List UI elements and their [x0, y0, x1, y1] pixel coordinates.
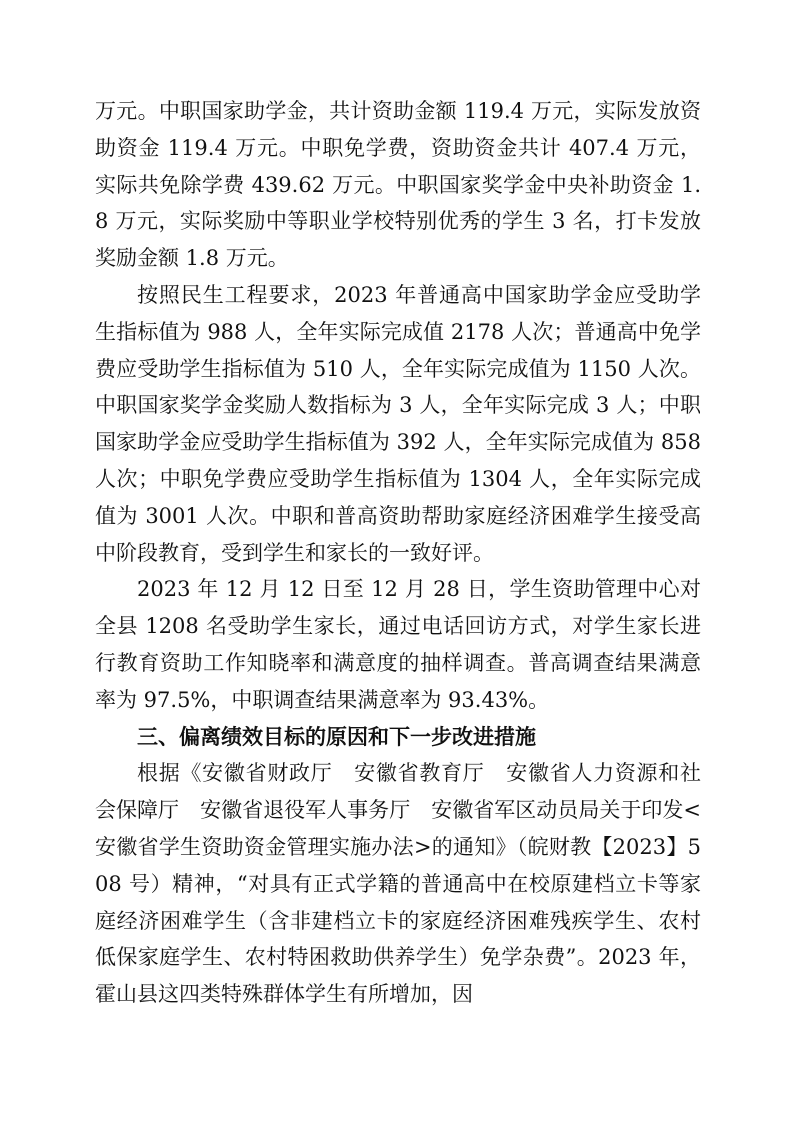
paragraph-livelihood-targets: 按照民生工程要求，2023 年普通高中国家助学金应受助学生指标值为 988 人，全年实际完成值 2178 人次；普通高中免学费应受助学生指标值为 510 人，全年实际完成值为 1150 人次。中职国家奖学金奖励人数指标为 3 人，全年实际完成 3 人；中职国家助学金应受助学生指标值为 392 人，全年实际完成值为 858 人次；中职免学费应受助学生指标值为 1304 人，全年实际完成值为 3001 人次。中职和普高资助帮助家庭经济困难学生接受高中阶段教育，受到学生和家长的一致好评。 [95, 282, 701, 565]
paragraph-satisfaction-survey: 2023 年 12 月 12 日至 12 月 28 日，学生资助管理中心对全县 1208 名受助学生家长，通过电话回访方式，对学生家长进行教育资助工作知晓率和满意度的抽样调查。普高调查结果满意率为 97.5%，中职调查结果满意率为 93.43%。 [95, 577, 701, 712]
paragraph-funding-summary: 万元。中职国家助学金，共计资助金额 119.4 万元，实际发放资助资金 119.4 万元。中职免学费，资助资金共计 407.4 万元，实际共免除学费 439.62 万元。中职国家奖学金中央补助资金 1.8 万元，实际奖励中等职业学校特别优秀的学生 3 名，打卡发放奖励金额 1.8 万元。 [95, 99, 701, 271]
section-heading: 三、偏离绩效目标的原因和下一步改进措施 [137, 724, 536, 749]
document-page [95, 93, 701, 1013]
paragraph-policy-basis: 根据《安徽省财政厅 安徽省教育厅 安徽省人力资源和社会保障厅 安徽省退役军人事务厅 安徽省军区动员局关于印发<安徽省学生资助资金管理实施办法>的通知》（皖财教【2023】508 号）精神，“对具有正式学籍的普通高中在校原建档立卡等家庭经济困难学生（含非建档立卡的家庭经济困难残疾学生、农村低保家庭学生、农村特困救助供养学生）免学杂费”。2023 年，霍山县这四类特殊群体学生有所增加，因 [95, 761, 701, 1007]
